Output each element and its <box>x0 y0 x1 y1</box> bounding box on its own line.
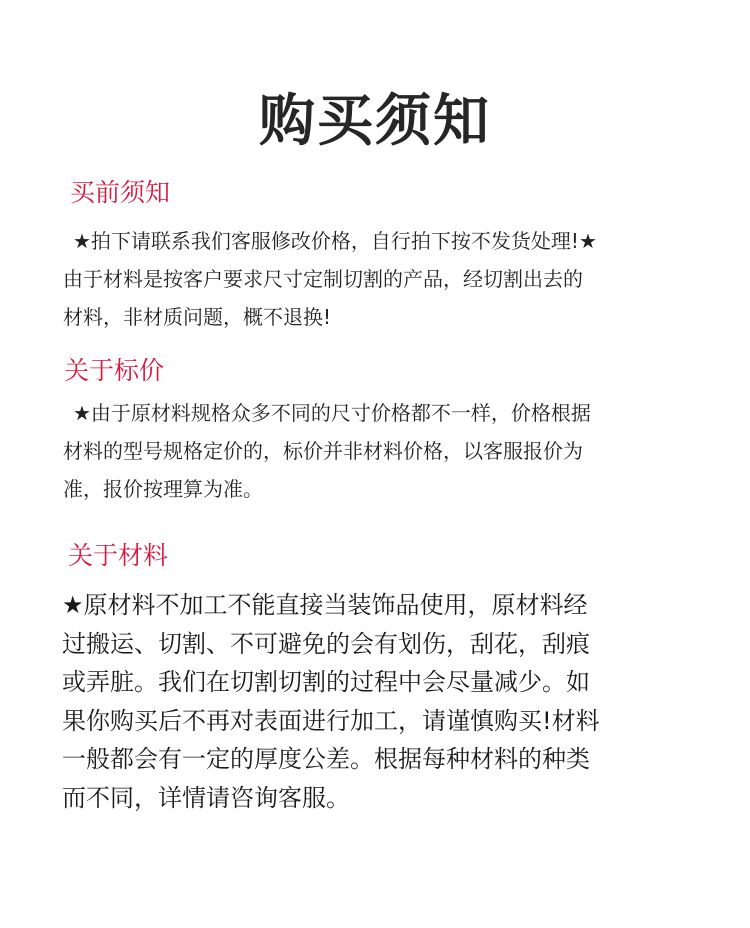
body-line: 果你购买后不再对表面进行加工，请谨慎购买!材料 <box>62 706 600 735</box>
body-line: ★拍下请联系我们客服修改价格，自行拍下按不发货处理!★ <box>73 229 597 253</box>
section-heading-materials: 关于材料 <box>68 541 169 570</box>
section-body-pricing <box>63 394 591 508</box>
body-line: 或弄脏。我们在切割切割的过程中会尽量减少。如 <box>62 668 590 696</box>
section-heading-before-purchase: 买前须知 <box>70 178 171 207</box>
body-line: 一般都会有一定的厚度公差。根据每种材料的种类 <box>62 745 590 773</box>
body-line: ★原材料不加工不能直接当装饰品使用，原材料经 <box>62 591 588 619</box>
body-line: 而不同，详情请咨询客服。 <box>62 783 350 812</box>
section-body-before-purchase <box>63 222 597 336</box>
body-line: ★由于原材料规格众多不同的尺寸价格都不一样，价格根据 <box>73 401 591 425</box>
body-line: 材料的型号规格定价的，标价并非材料价格，以客服报价为 <box>63 439 583 463</box>
body-line: 由于材料是按客户要求尺寸定制切割的产品，经切割出去的 <box>63 267 583 291</box>
section-body-materials <box>62 586 600 817</box>
body-line: 材料，非材质问题，概不退换! <box>63 305 332 329</box>
section-heading-pricing: 关于标价 <box>64 356 165 385</box>
body-line: 过搬运、切割、不可避免的会有划伤，刮花，刮痕 <box>62 629 590 658</box>
page-title: 购买须知 <box>259 88 491 154</box>
body-line: 准，报价按理算为准。 <box>63 477 263 501</box>
